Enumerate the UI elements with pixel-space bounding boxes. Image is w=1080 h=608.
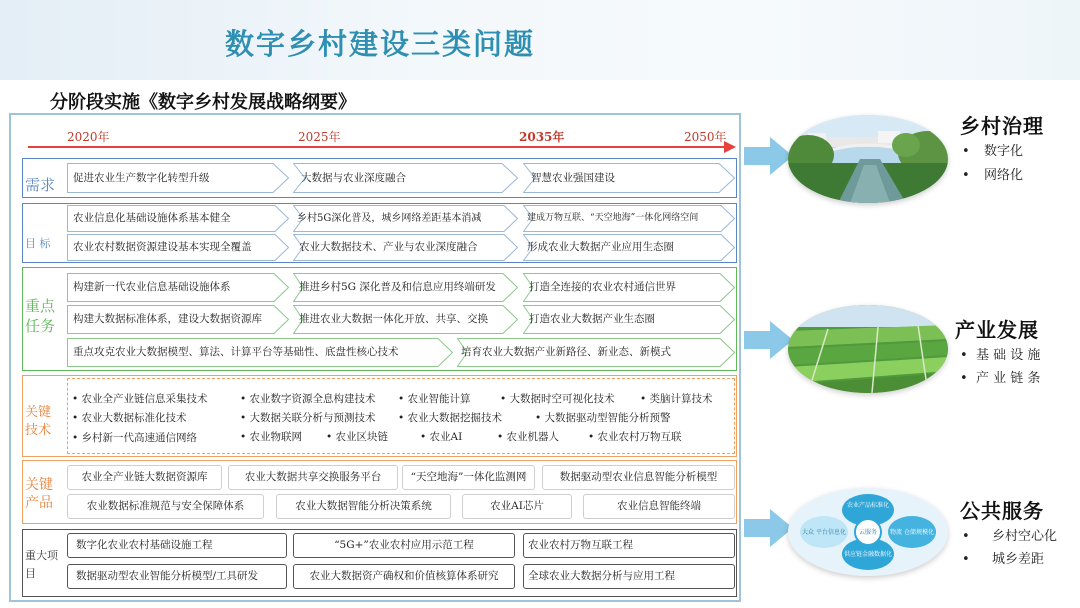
public-bullet-2: • 城乡差距 <box>962 552 1045 567</box>
label-goal: 目 标 <box>25 237 51 250</box>
tech-item: • 农业机器人 <box>497 431 560 443</box>
year-2025: 2025年 <box>298 130 341 144</box>
need-item-3: 智慧农业强国建设 <box>523 163 735 193</box>
industry-bullet-1: • 基 础 设 施 <box>960 348 1041 363</box>
tech-item: • 农业物联网 <box>240 431 303 443</box>
bullet-dot: • <box>962 144 970 159</box>
village-river-image <box>788 115 948 203</box>
tech-item: • 农业大数据标准化技术 <box>72 412 187 424</box>
arrow-to-industry <box>744 320 794 360</box>
label-product: 关键产品 <box>25 477 53 511</box>
task-item-1: 构建新一代农业信息基础设施体系 <box>67 273 289 302</box>
bullet-dot: • <box>962 552 970 567</box>
public-service-diagram <box>788 488 948 576</box>
label-need: 需求 <box>25 176 56 194</box>
tech-item: • 农业全产业链信息采集技术 <box>72 393 208 405</box>
task-item-7: 重点攻克农业大数据模型、算法、计算平台等基础性、底盘性核心技术 <box>67 338 453 367</box>
diagram-label-4: 大众 平台信息化 <box>802 529 846 536</box>
page-subtitle: 分阶段实施《数字乡村发展战略纲要》 <box>50 92 356 113</box>
task-item-3: 打造全连接的农业农村通信世界 <box>523 273 735 302</box>
goal-item-5: 农业大数据技术、产业与农业深度融合 <box>293 234 518 261</box>
product-item-8: 农业信息智能终端 <box>583 494 735 519</box>
year-2050: 2050年 <box>684 130 727 144</box>
tech-item: • 大数据时空可视化技术 <box>500 393 615 405</box>
tech-item: • 农业农村万物互联 <box>588 431 682 443</box>
task-item-5: 推进农业大数据一体化开放、共享、交换 <box>293 305 518 334</box>
public-bullet-1: • 乡村空心化 <box>962 529 1058 544</box>
diagram-label-2: 物流 仓储规模化 <box>890 529 934 536</box>
label-project: 重大项目 <box>25 549 58 580</box>
bullet-dot: • <box>962 168 970 183</box>
product-item-7: 农业AI芯片 <box>462 494 572 519</box>
task-item-6: 打造农业大数据产业生态圈 <box>523 305 735 334</box>
need-item-1: 促进农业生产数字化转型升级 <box>67 163 289 193</box>
tech-item: • 农业大数据挖掘技术 <box>398 412 503 424</box>
project-item-2: “5G+”农业农村应用示范工程 <box>293 533 515 558</box>
year-2020: 2020年 <box>67 130 110 144</box>
farmland-image <box>788 305 948 393</box>
product-item-2: 农业大数据共享交换服务平台 <box>228 465 398 490</box>
public-title: 公共服务 <box>960 499 1044 523</box>
task-item-8: 培育农业大数据产业新路径、新业态、新模式 <box>457 338 735 367</box>
bullet-dot: • <box>960 371 968 386</box>
project-item-1: 数字化农业农村基础设施工程 <box>67 533 287 558</box>
arrow-to-public <box>744 508 794 548</box>
timeline-arrowhead <box>724 141 736 153</box>
timeline-line <box>28 146 726 148</box>
project-item-6: 全球农业大数据分析与应用工程 <box>523 564 735 589</box>
tech-item: • 农业区块链 <box>326 431 389 443</box>
industry-bullet-2: • 产 业 链 条 <box>960 371 1041 386</box>
tech-item: • 农业AI <box>420 431 463 443</box>
product-item-1: 农业全产业链大数据资源库 <box>67 465 222 490</box>
label-tech: 关键技术 <box>25 405 52 438</box>
diagram-label-3: 供应链金融数据化 <box>843 551 893 558</box>
task-item-4: 构建大数据标准体系，建设大数据资源库 <box>67 305 289 334</box>
goal-item-1: 农业信息化基础设施体系基本健全 <box>67 205 289 232</box>
tech-item: • 农业数字资源全息构建技术 <box>240 393 376 405</box>
diagram-label-5: 云服务 <box>858 529 878 536</box>
project-item-4: 数据驱动型农业智能分析模型/工具研发 <box>67 564 287 589</box>
goal-item-6: 形成农业大数据产业应用生态圈 <box>523 234 735 261</box>
goal-item-2: 乡村5G深化普及，城乡网络差距基本消减 <box>293 205 518 232</box>
bullet-dot: • <box>960 348 968 363</box>
tech-item: • 乡村新一代高速通信网络 <box>72 432 198 444</box>
governance-title: 乡村治理 <box>960 114 1044 138</box>
year-2035: 2035年 <box>519 130 565 144</box>
label-task: 重点任务 <box>25 297 56 335</box>
need-item-2: 大数据与农业深度融合 <box>293 163 518 193</box>
task-item-2: 推进乡村5G 深化普及和信息应用终端研发 <box>293 273 518 302</box>
goal-item-3: 建成万物互联、“天空地海”一体化网络空间 <box>523 205 735 232</box>
diagram-label-1: 农业产品标准化 <box>846 502 890 509</box>
project-item-5: 农业大数据资产确权和价值核算体系研究 <box>293 564 515 589</box>
tech-item: • 大数据关联分析与预测技术 <box>240 412 376 424</box>
goal-item-4: 农业农村数据资源建设基本实现全覆盖 <box>67 234 289 261</box>
page-title: 数字乡村建设三类问题 <box>224 27 535 61</box>
tech-item: • 类脑计算技术 <box>640 393 713 405</box>
tech-item: • 农业智能计算 <box>398 393 471 405</box>
product-item-6: 农业大数据智能分析决策系统 <box>276 494 451 519</box>
arrow-to-governance <box>744 136 794 176</box>
governance-bullet-2: • 网络化 <box>962 168 1024 183</box>
project-item-3: 农业农村万物互联工程 <box>523 533 735 558</box>
governance-bullet-1: • 数字化 <box>962 144 1024 159</box>
industry-title: 产业发展 <box>955 318 1039 342</box>
product-item-4: 数据驱动型农业信息智能分析模型 <box>542 465 735 490</box>
bullet-dot: • <box>962 529 970 544</box>
tech-item: • 大数据驱动型智能分析预警 <box>535 412 671 424</box>
product-item-5: 农业数据标准规范与安全保障体系 <box>67 494 264 519</box>
product-item-3: “天空地海”一体化监测网 <box>402 465 535 490</box>
